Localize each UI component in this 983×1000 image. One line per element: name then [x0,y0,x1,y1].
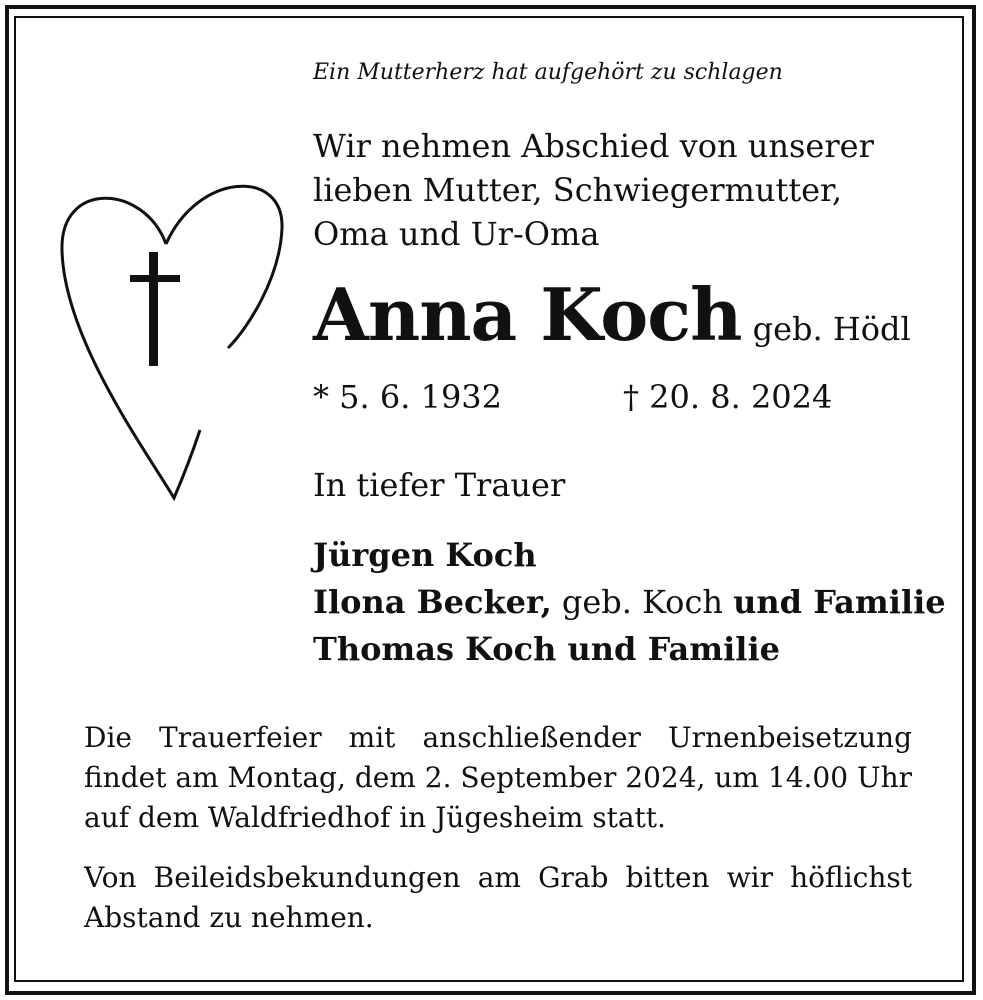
intro-text [313,124,913,256]
mourner-1: Jürgen Koch [313,536,537,574]
birth-date: * 5. 6. 1932 [313,378,503,416]
heart-outline [62,198,200,498]
heart-outline-right [166,186,282,348]
mourner-2-name: Ilona Becker, [313,583,552,621]
heart-with-cross-icon [48,178,300,514]
mourning-line: In tiefer Trauer [313,466,566,504]
mourner-2-suffix: und Familie [733,583,946,621]
service-info: Die Trauerfeier mit anschließender Urnenbeisetzung findet am Montag, dem 2. September 2024, um 14.00 Uhr auf dem Waldfriedhof in Jügesheim statt. [84,721,912,834]
life-dates [313,378,913,416]
cross-horizontal [130,275,180,282]
deceased-name-row [313,272,913,357]
cross-vertical [149,252,158,366]
maiden-name: geb. Hödl [752,310,911,348]
mourners-list [313,532,946,673]
intro-line-2: lieben Mutter, Schwiegermutter, [313,171,843,209]
intro-line-3: Oma und Ur-Oma [313,215,600,253]
condolence-note: Von Beileidsbekundungen am Grab bitten wir höflichst Abstand zu nehmen. [84,861,912,934]
mourner-3: Thomas Koch und Familie [313,630,780,668]
tagline: Ein Mutterherz hat aufgehört zu schlagen [313,60,783,85]
intro-line-1: Wir nehmen Abschied von unserer [313,127,874,165]
death-date: † 20. 8. 2024 [623,378,833,416]
mourner-2 [313,579,946,626]
deceased-name: Anna Koch [313,272,742,357]
mourner-2-maiden: geb. Koch [561,583,723,621]
